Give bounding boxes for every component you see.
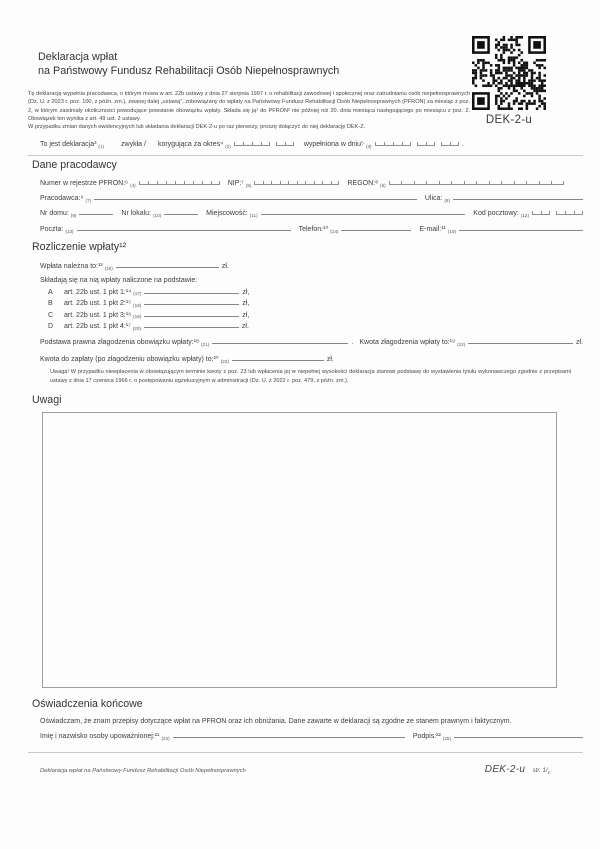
component-a-field[interactable]: [144, 293, 239, 294]
component-label: art. 22b ust. 1 pkt 3:¹⁶: [64, 311, 132, 319]
intro-paragraph-2: W przypadku zmian danych ewidencyjnych lub składania deklaracji DEK-2-u po raz pierwszy, proszę dołączyć do niej deklarację DEK-Z.: [28, 124, 366, 131]
pos-ref-2: (2): [225, 143, 231, 149]
nip-field[interactable]: [254, 181, 339, 186]
amount-due-row: [40, 263, 583, 270]
remarks-textarea[interactable]: [42, 412, 557, 688]
pos-ref-23: (23): [220, 358, 229, 364]
title-line-2: na Państwowy Fundusz Rehabilitacji Osób Niepełnosprawnych: [38, 65, 340, 77]
pos-ref-7: (7): [85, 197, 92, 203]
form-code-label: DEK-2-u: [485, 114, 533, 126]
component-unit: zł,: [242, 288, 250, 296]
footer-page-number: str. $1/_1$: [532, 768, 550, 776]
signature-field[interactable]: [454, 737, 583, 738]
authorized-person-field[interactable]: [173, 737, 405, 738]
pos-ref-12: (12): [520, 212, 529, 218]
fill-date-year-field[interactable]: [375, 142, 411, 147]
pos-ref-20: (20): [132, 325, 141, 331]
component-letter: D: [48, 323, 54, 331]
pos-ref-25: (25): [442, 735, 451, 741]
statements-section-heading: Oświadczenia końcowe: [32, 698, 143, 711]
city-label: Miejscowość:: [206, 210, 248, 218]
declaration-type-label: To jest deklaracja³: [40, 141, 97, 149]
fill-date-day-field[interactable]: [441, 142, 459, 147]
settlement-section-heading: Rozliczenie wpłaty¹²: [32, 241, 127, 254]
component-b-field[interactable]: [144, 304, 239, 305]
title-line-1: Deklaracja wpłat: [38, 51, 118, 63]
pos-ref-15: (15): [447, 228, 457, 234]
pfron-number-field[interactable]: [139, 181, 220, 186]
postal-code-label: Kod pocztowy:: [473, 210, 519, 218]
component-c-field[interactable]: [144, 316, 239, 317]
component-unit: zł,: [242, 300, 250, 308]
pos-ref-19: (19): [133, 314, 142, 320]
pos-ref-21: (21): [201, 341, 210, 347]
amount-due-label: Wpłata należna to:¹³: [40, 263, 103, 271]
relief-amount-label: Kwota złagodzenia wpłaty to:¹⁹: [359, 339, 455, 347]
employer-name-label: Pracodawca:⁹: [40, 195, 84, 203]
postal-code-suffix-field[interactable]: [556, 211, 583, 216]
intro-paragraph-1: Tę deklarację wypełnia pracodawca, o którym mowa w art. 22b ustawy z dnia 27 sierpnia 1997 r. o rehabilitacji zawodowej i społecznej oraz zatrudnianiu osób niepełnosprawnych (Dz. U. z 2023 r. poz. 100, z późn. zm.), zwanej dalej „ustawą”, zobowiązany do wpłaty na Państwowy Fundusz Rehabilitacji Osób Niepełnosprawnych (PFRON) za miesiąc z poz. 2, w którym zaistniały okoliczności powodujące powstanie obowiązku wpłaty. Składa się ją¹ do PFRON² nie później niż 20. dnia miesiąca następującego po miesiącu z poz. 2. Obowiązek ten wynika z art. 49 ust. 2 ustawy.: [28, 91, 470, 122]
flat-no-label: Nr lokalu:: [121, 210, 151, 218]
pos-ref-1: (1): [98, 143, 105, 149]
pos-ref-18: (18): [133, 302, 142, 308]
relief-amount-field[interactable]: [468, 343, 573, 344]
phone-label: Telefon:¹⁰: [298, 226, 329, 234]
footer-page-info: [485, 759, 550, 777]
footer-divider: [28, 752, 583, 753]
pos-ref-16: (16): [104, 265, 113, 271]
amount-payable-field[interactable]: [232, 360, 324, 361]
sentence-period: .: [461, 141, 464, 149]
flat-no-field[interactable]: [164, 214, 198, 215]
component-unit: zł,: [242, 311, 250, 319]
qr-code: [472, 36, 546, 110]
declaration-correcting-option[interactable]: korygująca za okres⁴: [157, 141, 224, 149]
house-no-label: Nr domu:: [40, 210, 69, 218]
component-row-c: [40, 312, 583, 319]
footer: [40, 759, 583, 777]
legal-basis-label: Podstawa prawna złagodzenia obowiązku wpłaty:¹⁸: [40, 339, 199, 347]
pos-ref-17: (17): [133, 291, 142, 297]
declaration-type-row: [40, 141, 583, 148]
pos-ref-3: (3): [365, 143, 372, 149]
component-row-a: [40, 289, 583, 296]
signature-label: Podpis:²²: [412, 733, 441, 741]
pos-ref-13: (13): [65, 228, 74, 234]
postal-code-prefix-field[interactable]: [532, 211, 550, 216]
regon-label: REGON:⁸: [347, 180, 379, 188]
statement-text: Oświadczam, że znam przepisy dotyczące wpłat na PFRON oraz ich obniżania. Dane zawarte w deklaracji są zgodne ze stanem prawnym i faktycznym.: [40, 718, 512, 726]
declaration-regular-option[interactable]: zwykła /: [121, 141, 146, 149]
period-year-field[interactable]: [234, 142, 270, 147]
amount-due-field[interactable]: [116, 267, 219, 268]
signature-row: [40, 733, 583, 740]
amount-payable-unit: zł.: [326, 356, 334, 364]
footer-form-code: DEK-2-u: [484, 764, 526, 776]
email-label: E-mail:¹¹: [419, 226, 446, 234]
component-letter: A: [48, 288, 53, 296]
pos-ref-8: (8): [444, 197, 450, 203]
legal-basis-separator: .: [351, 339, 354, 347]
qr-block: [468, 36, 550, 126]
email-field[interactable]: [459, 230, 583, 231]
pos-ref-6: (6): [380, 182, 386, 188]
pos-ref-9: (9): [70, 212, 77, 218]
component-letter: B: [48, 300, 53, 308]
pos-ref-10: (10): [153, 212, 162, 218]
nip-label: NIP:⁷: [227, 180, 244, 188]
filled-on-label: wypełniona w dniu⁵: [303, 141, 364, 149]
components-intro-text: Składają się na nią wpłaty naliczone na podstawie:: [40, 277, 198, 285]
employer-section-heading: Dane pracodawcy: [32, 159, 117, 172]
period-month-field[interactable]: [276, 142, 294, 147]
enforcement-warning-note: Uwaga! W przypadku niewpłacenia w obowiązującym terminie kwoty z poz. 23 lub wpłacenia jej w niepełnej wysokości deklaracja stanowi podstawę do wystawienia tytułu wykonawczego zgodnie z przepisami ustawy z dnia 17 czerwca 1966 r. o postępowaniu egzekucyjnym w administracji (Dz. U. z 2022 r. poz. 479, z późn. zm.).: [50, 369, 571, 384]
intro-text: [28, 90, 470, 131]
house-no-field[interactable]: [79, 214, 113, 215]
city-field[interactable]: [261, 214, 466, 215]
fill-date-month-field[interactable]: [417, 142, 435, 147]
component-label: art. 22b ust. 1 pkt 1:¹⁴: [64, 288, 132, 296]
pos-ref-11: (11): [249, 212, 258, 218]
pos-ref-5: (5): [245, 182, 252, 188]
post-office-field[interactable]: [77, 230, 291, 231]
pos-ref-24: (24): [161, 735, 170, 741]
post-office-label: Poczta:: [40, 226, 64, 234]
footer-form-name: Deklaracja wpłat na Państwowy Fundusz Rehabilitacji Osób Niepełnosprawnych: [40, 768, 246, 775]
component-row-b: [40, 300, 583, 307]
amount-payable-row: [40, 355, 583, 363]
component-row-d: [40, 323, 583, 330]
regon-field[interactable]: [389, 181, 564, 186]
employer-name-field[interactable]: [94, 199, 417, 200]
amount-due-unit: zł.: [221, 263, 229, 271]
pos-ref-22: (22): [457, 341, 466, 347]
component-label: art. 22b ust. 1 pkt 4:¹⁷: [64, 323, 131, 331]
components-intro-row: [40, 277, 583, 284]
component-label: art. 22b ust. 1 pkt 2:¹⁵: [64, 300, 132, 308]
authorized-person-label: Imię i nazwisko osoby upoważnionej:²¹: [40, 733, 160, 741]
remarks-section-heading: Uwagi: [32, 394, 62, 407]
employer-street-row: [40, 195, 583, 202]
legal-basis-row: [40, 339, 583, 346]
pos-ref-4: (4): [130, 182, 136, 188]
component-unit: zł.: [241, 323, 249, 331]
pfron-number-label: Numer w rejestrze PFRON:⁶: [40, 180, 129, 188]
component-d-field[interactable]: [144, 327, 239, 328]
amount-payable-label: Kwota do zapłaty (po złagodzeniu obowiązku wpłaty) to:²⁰: [40, 356, 219, 364]
street-field[interactable]: [453, 199, 583, 200]
pfron-nip-regon-row: [40, 180, 583, 187]
address-row: [40, 210, 583, 217]
phone-field[interactable]: [341, 230, 411, 231]
component-letter: C: [48, 311, 54, 319]
section-divider: [28, 155, 583, 156]
street-label: Ulica:: [424, 195, 443, 203]
contact-row: [40, 225, 583, 233]
pos-ref-14: (14): [330, 228, 339, 234]
legal-basis-field[interactable]: [212, 343, 348, 344]
relief-amount-unit: zł.: [576, 339, 583, 347]
